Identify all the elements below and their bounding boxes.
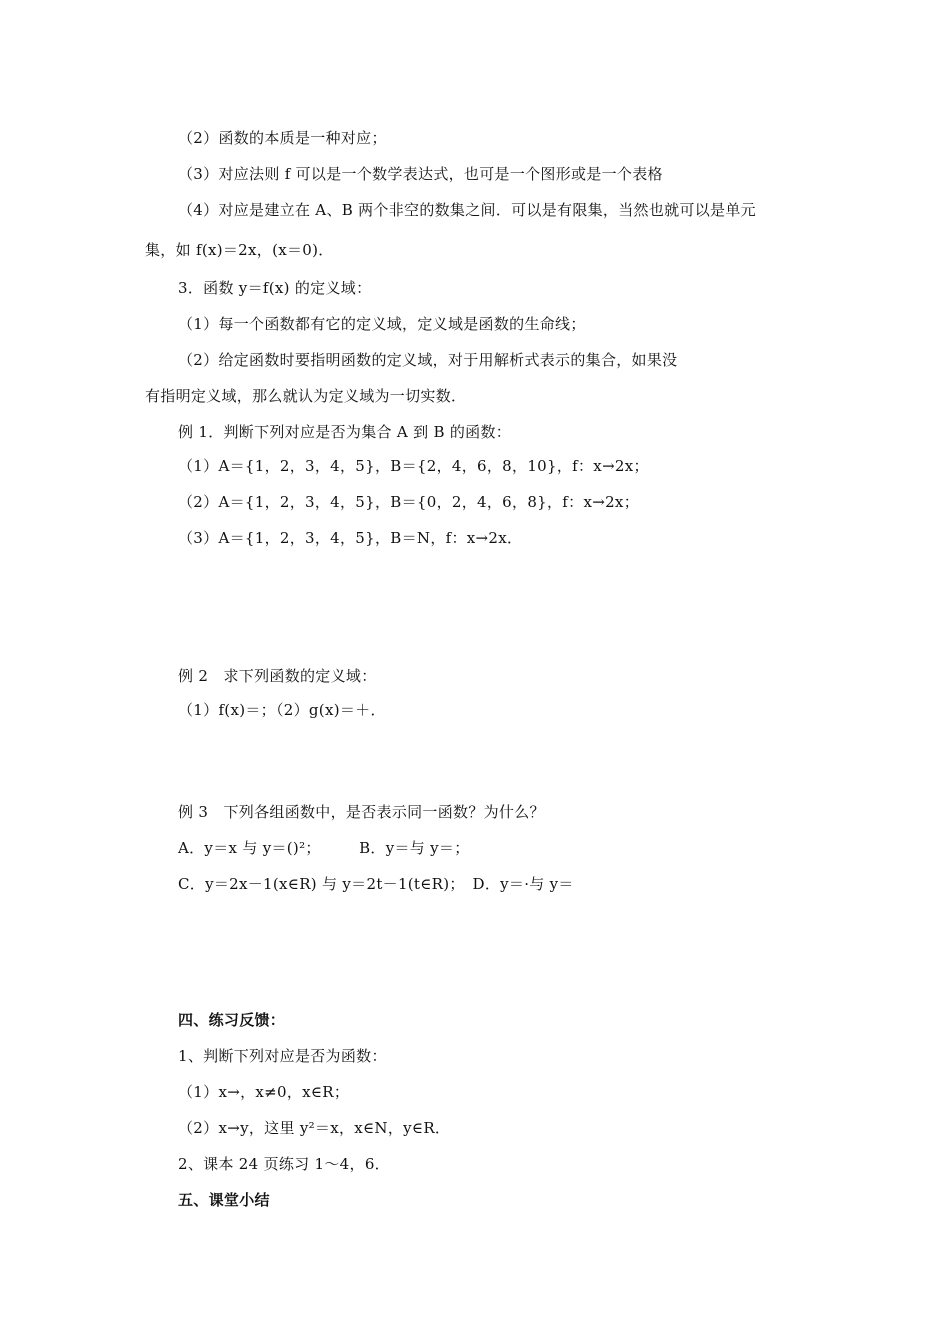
text-line: （3）A＝{1，2，3，4，5}，B＝N，f：x→2x． xyxy=(178,529,523,547)
section-heading: 五、课堂小结 xyxy=(178,1191,270,1209)
text-line: 2、课本 24 页练习 1～4，6． xyxy=(178,1155,390,1173)
text-line: （2）给定函数时要指明函数的定义域，对于用解析式表示的集合，如果没 xyxy=(178,351,678,369)
text-line: （1）A＝{1，2，3，4，5}，B＝{2，4，6，8，10}，f：x→2x； xyxy=(178,457,649,475)
example-title: 例 3 下列各组函数中，是否表示同一函数？为什么？ xyxy=(178,803,545,821)
text-line: （1）f(x)＝；（2）g(x)＝＋． xyxy=(178,701,386,719)
text-line: （1）x→，x≠0，x∈R； xyxy=(178,1083,350,1101)
example-title: 例 2 求下列函数的定义域： xyxy=(178,667,377,685)
text-line: A．y＝x 与 y＝()²； B．y＝与 y＝； xyxy=(178,839,470,857)
section-heading: 3．函数 y＝f(x) 的定义域： xyxy=(178,279,372,297)
text-line: （2）A＝{1，2，3，4，5}，B＝{0，2，4，6，8}，f：x→2x； xyxy=(178,493,639,511)
text-line: （2）x→y，这里 y²＝x，x∈N，y∈R． xyxy=(178,1119,451,1137)
text-line: 有指明定义域，那么就认为定义域为一切实数． xyxy=(145,387,467,405)
section-heading: 四、练习反馈： xyxy=(178,1011,286,1029)
text-line: C．y＝2x－1(x∈R) 与 y＝2t－1(t∈R)； D．y＝·与 y＝ xyxy=(178,875,574,893)
text-line: （4）对应是建立在 A、B 两个非空的数集之间．可以是有限集，当然也就可以是单元 xyxy=(178,201,756,219)
text-line: （3）对应法则 f 可以是一个数学表达式，也可是一个图形或是一个表格 xyxy=(178,165,663,183)
text-line: （1）每一个函数都有它的定义域，定义域是函数的生命线； xyxy=(178,315,586,333)
text-line: 集，如 f(x)＝2x，(x＝0)． xyxy=(145,241,334,259)
text-line: （2）函数的本质是一种对应； xyxy=(178,129,387,147)
example-title: 例 1．判断下列对应是否为集合 A 到 B 的函数： xyxy=(178,423,512,441)
text-line: 1、判断下列对应是否为函数： xyxy=(178,1047,387,1065)
